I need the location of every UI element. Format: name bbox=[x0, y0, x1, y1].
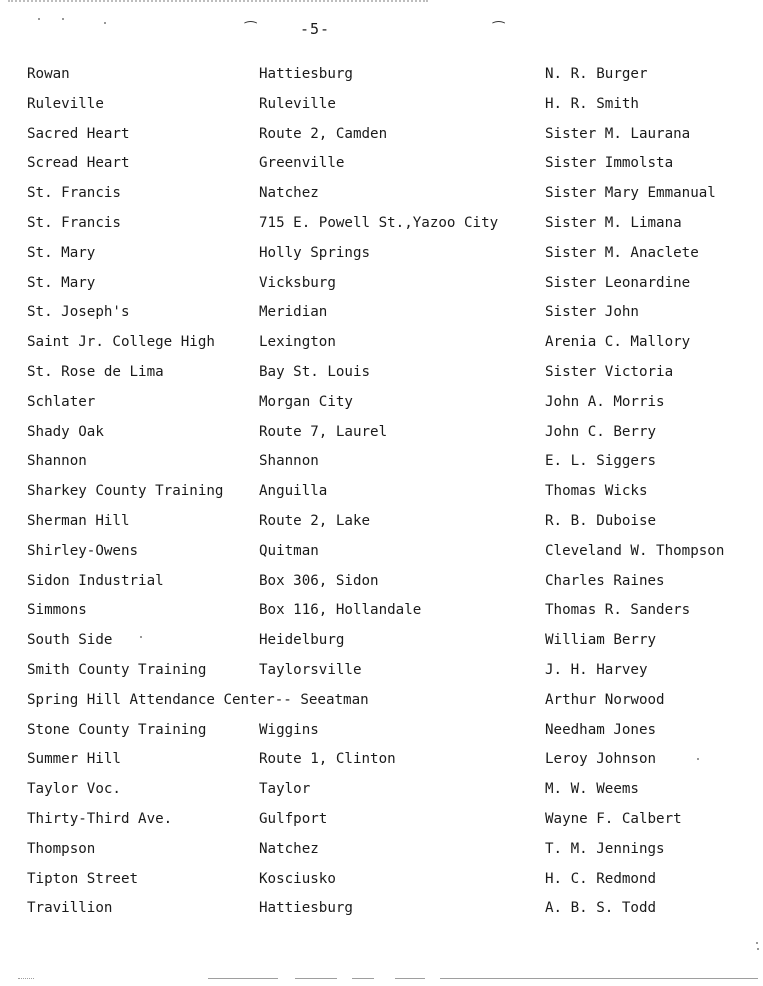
school-location: Hattiesburg bbox=[259, 66, 353, 82]
school-location: Greenville bbox=[259, 155, 345, 172]
school-location: Taylorsville bbox=[259, 661, 362, 678]
school-location: Box 116, Hollandale bbox=[259, 602, 422, 619]
scan-speck bbox=[756, 942, 758, 944]
table-row bbox=[0, 690, 763, 720]
table-row bbox=[0, 869, 763, 899]
table-row bbox=[0, 64, 763, 94]
school-location: 715 E. Powell St.,Yazoo City bbox=[259, 214, 499, 231]
principal-name: M. W. Weems bbox=[545, 781, 639, 798]
school-name: Thirty-Third Ave. bbox=[27, 810, 173, 827]
hand-mark-right: ⁀ bbox=[493, 22, 505, 38]
principal-name: E. L. Siggers bbox=[545, 453, 657, 470]
top-dotted-border bbox=[8, 0, 428, 2]
school-name: Smith County Training bbox=[27, 661, 207, 678]
school-name: Taylor Voc. bbox=[27, 781, 121, 798]
table-row bbox=[0, 273, 763, 303]
school-name: South Side bbox=[27, 632, 113, 649]
table-row bbox=[0, 124, 763, 154]
school-name: Rowan bbox=[27, 66, 70, 82]
school-location: Vicksburg bbox=[259, 274, 336, 291]
school-name: St. Francis bbox=[27, 185, 121, 202]
principal-name: Sister Immolsta bbox=[545, 155, 674, 172]
school-location: Shannon bbox=[259, 453, 319, 470]
school-name: Sharkey County Training bbox=[27, 483, 224, 500]
school-name: Stone County Training bbox=[27, 721, 207, 738]
principal-name: Leroy Johnson bbox=[545, 751, 657, 768]
table-row bbox=[0, 779, 763, 809]
page-number: -5- bbox=[300, 20, 331, 38]
table-row bbox=[0, 183, 763, 213]
school-location: Holly Springs bbox=[259, 244, 371, 261]
school-name: St. Joseph's bbox=[27, 304, 130, 321]
school-location: Route 2, Lake bbox=[259, 512, 371, 529]
scan-speck bbox=[38, 18, 40, 20]
principal-name: John C. Berry bbox=[545, 423, 657, 440]
school-location: Morgan City bbox=[259, 393, 353, 410]
table-row bbox=[0, 571, 763, 601]
hand-mark-left: ⁀ bbox=[245, 22, 257, 38]
school-location: Box 306, Sidon bbox=[259, 572, 379, 589]
school-location: Anguilla bbox=[259, 483, 328, 500]
principal-name: Sister M. Limana bbox=[545, 214, 682, 231]
principal-name: Charles Raines bbox=[545, 572, 665, 589]
table-row bbox=[0, 809, 763, 839]
school-location: Lexington bbox=[259, 334, 336, 351]
school-name: Sidon Industrial bbox=[27, 572, 164, 589]
school-location: Natchez bbox=[259, 185, 319, 202]
principal-name: John A. Morris bbox=[545, 393, 665, 410]
school-location: Route 7, Laurel bbox=[259, 423, 388, 440]
school-name: Schlater bbox=[27, 393, 96, 410]
school-name: Spring Hill Attendance Center-- Seeatman bbox=[27, 691, 369, 708]
table-row bbox=[0, 511, 763, 541]
table-row bbox=[0, 332, 763, 362]
table-row bbox=[0, 451, 763, 481]
table-row bbox=[0, 302, 763, 332]
school-name: Simmons bbox=[27, 602, 87, 619]
principal-name: T. M. Jennings bbox=[545, 840, 665, 857]
principal-name: Thomas R. Sanders bbox=[545, 602, 691, 619]
school-location: Route 1, Clinton bbox=[259, 751, 396, 768]
school-location: Kosciusko bbox=[259, 870, 336, 887]
school-name: Scread Heart bbox=[27, 155, 130, 172]
principal-name: H. R. Smith bbox=[545, 95, 639, 112]
school-location: Quitman bbox=[259, 542, 319, 559]
principal-name: A. B. S. Todd bbox=[545, 900, 657, 917]
school-name: Thompson bbox=[27, 840, 96, 857]
scan-speck bbox=[757, 948, 759, 950]
table-row bbox=[0, 422, 763, 452]
principal-name: Sister M. Laurana bbox=[545, 125, 691, 142]
school-location: Hattiesburg bbox=[259, 900, 353, 917]
table-row bbox=[0, 213, 763, 243]
school-location: Meridian bbox=[259, 304, 328, 321]
principal-name: R. B. Duboise bbox=[545, 512, 657, 529]
table-row bbox=[0, 243, 763, 273]
school-name: St. Mary bbox=[27, 244, 96, 261]
school-name: Sacred Heart bbox=[27, 125, 130, 142]
principal-name: Sister Victoria bbox=[545, 363, 674, 380]
table-row bbox=[0, 660, 763, 690]
table-row bbox=[0, 630, 763, 660]
school-name: St. Francis bbox=[27, 214, 121, 231]
school-name: Shirley-Owens bbox=[27, 542, 139, 559]
principal-name: Arenia C. Mallory bbox=[545, 334, 691, 351]
table-row bbox=[0, 749, 763, 779]
table-row bbox=[0, 541, 763, 571]
school-location: Natchez bbox=[259, 840, 319, 857]
school-list bbox=[0, 64, 763, 928]
school-name: St. Mary bbox=[27, 274, 96, 291]
principal-name: Sister John bbox=[545, 304, 639, 321]
table-row bbox=[0, 839, 763, 869]
school-location: Ruleville bbox=[259, 95, 336, 112]
school-name: Sherman Hill bbox=[27, 512, 130, 529]
principal-name: H. C. Redmond bbox=[545, 870, 657, 887]
table-row bbox=[0, 720, 763, 750]
scan-speck bbox=[104, 22, 106, 24]
school-location: Route 2, Camden bbox=[259, 125, 388, 142]
bottom-rule bbox=[0, 978, 763, 982]
principal-name: Cleveland W. Thompson bbox=[545, 542, 725, 559]
school-name: Shady Oak bbox=[27, 423, 104, 440]
school-name: Shannon bbox=[27, 453, 87, 470]
principal-name: Needham Jones bbox=[545, 721, 657, 738]
school-name: Ruleville bbox=[27, 95, 104, 112]
table-row bbox=[0, 898, 763, 928]
school-name: St. Rose de Lima bbox=[27, 363, 164, 380]
table-row bbox=[0, 481, 763, 511]
table-row bbox=[0, 600, 763, 630]
school-name: Saint Jr. College High bbox=[27, 334, 215, 351]
principal-name: Thomas Wicks bbox=[545, 483, 648, 500]
principal-name: Wayne F. Calbert bbox=[545, 810, 682, 827]
table-row bbox=[0, 153, 763, 183]
principal-name: J. H. Harvey bbox=[545, 661, 648, 678]
school-location: Heidelburg bbox=[259, 632, 345, 649]
principal-name: Sister Leonardine bbox=[545, 274, 691, 291]
principal-name: Sister M. Anaclete bbox=[545, 244, 699, 261]
table-row bbox=[0, 362, 763, 392]
principal-name: William Berry bbox=[545, 632, 657, 649]
school-location: Wiggins bbox=[259, 721, 319, 738]
principal-name: Sister Mary Emmanual bbox=[545, 185, 716, 202]
school-location: Taylor bbox=[259, 781, 311, 798]
school-location: Gulfport bbox=[259, 810, 328, 827]
table-row bbox=[0, 94, 763, 124]
school-location: Bay St. Louis bbox=[259, 363, 371, 380]
table-row bbox=[0, 392, 763, 422]
school-name: Travillion bbox=[27, 900, 113, 917]
school-name: Tipton Street bbox=[27, 870, 139, 887]
principal-name: Arthur Norwood bbox=[545, 691, 665, 708]
principal-name: N. R. Burger bbox=[545, 66, 648, 82]
scan-speck bbox=[62, 18, 64, 20]
school-name: Summer Hill bbox=[27, 751, 121, 768]
